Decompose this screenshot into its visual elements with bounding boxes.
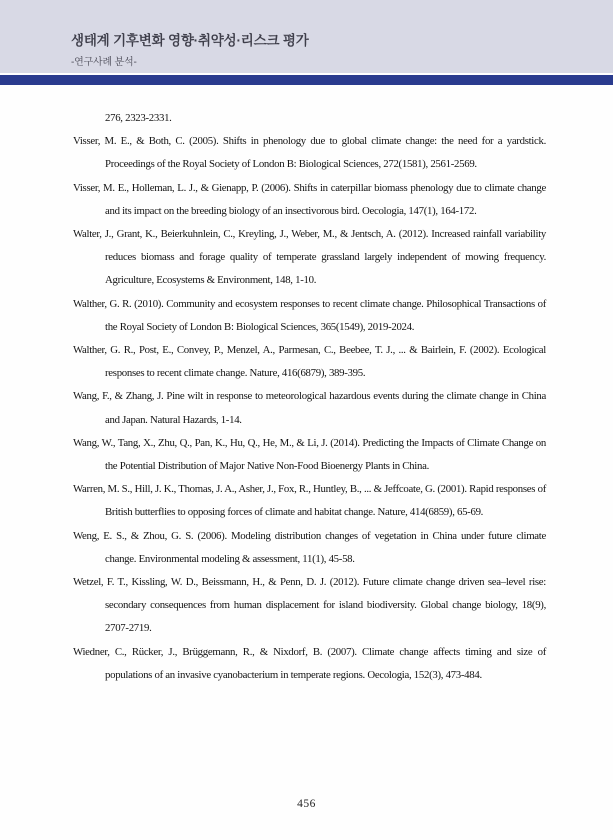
reference-entry: Wetzel, F. T., Kissling, W. D., Beissmann, H., & Penn, D. J. (2012). Future climate change driven sea–level rise: secondary consequences from human displacement for island biodiversity. Global change biology, 18(9), 2707-2719.: [73, 576, 546, 635]
header-title: 생태계 기후변화 영향·취약성·리스크 평가: [71, 33, 309, 48]
reference-entry: Walter, J., Grant, K., Beierkuhnlein, C., Kreyling, J., Weber, M., & Jentsch, A. (2012). Increased rainfall variability reduces biomass and forage quality of temperate grassland largely independent of mowing frequency. Agriculture, Ecosystems & Environment, 148, 1-10.: [73, 228, 546, 287]
reference-entry: Wang, F., & Zhang, J. Pine wilt in response to meteorological hazardous events during the climate change in China and Japan. Natural Hazards, 1-14.: [73, 390, 546, 426]
page-number: 456: [297, 798, 316, 810]
page-header: [0, 0, 613, 73]
reference-entry: Wiedner, C., Rücker, J., Brüggemann, R., & Nixdorf, B. (2007). Climate change affects timing and size of populations of an invasive cyanobacterium in temperate regions. Oecologia, 152(3), 473-484.: [73, 645, 546, 681]
reference-entry: Wang, W., Tang, X., Zhu, Q., Pan, K., Hu, Q., He, M., & Li, J. (2014). Predicting the Impacts of Climate Change on the Potential Distribution of Major Native Non-Food Bioenergy Plants in China.: [73, 436, 546, 473]
header-subtitle: -연구사례 분석-: [71, 57, 137, 69]
reference-entry: Visser, M. E., Holleman, L. J., & Gienapp, P. (2006). Shifts in caterpillar biomass phenology due to climate change and its impact on the breeding biology of an insectivorous bird. Oecologia, 147(1), 164-172.: [73, 181, 546, 217]
reference-continuation: 276, 2323-2331.: [105, 112, 172, 124]
reference-entry: Walther, G. R., Post, E., Convey, P., Menzel, A., Parmesan, C., Beebee, T. J., ... & Bairlein, F. (2002). Ecological responses to recent climate change. Nature, 416(6879), 389-395.: [73, 344, 546, 380]
reference-entry: Visser, M. E., & Both, C. (2005). Shifts in phenology due to global climate change: the need for a yardstick. Proceedings of the Royal Society of London B: Biological Sciences, 272(1581), 2561-2569.: [73, 135, 546, 171]
header-divider-bar: [0, 75, 613, 85]
references-list: [73, 130, 546, 687]
reference-entry: Weng, E. S., & Zhou, G. S. (2006). Modeling distribution changes of vegetation in China under future climate change. Environmental modeling & assessment, 11(1), 45-58.: [73, 529, 546, 565]
reference-entry: Warren, M. S., Hill, J. K., Thomas, J. A., Asher, J., Fox, R., Huntley, B., ... & Jeffcoate, G. (2001). Rapid responses of British butterflies to opposing forces of climate and habitat change. Nature, 414(6859), 65-69.: [73, 483, 546, 519]
reference-entry: Walther, G. R. (2010). Community and ecosystem responses to recent climate change. Philosophical Transactions of the Royal Society of London B: Biological Sciences, 365(1549), 2019-2024.: [73, 297, 546, 333]
references-section: [0, 85, 613, 687]
